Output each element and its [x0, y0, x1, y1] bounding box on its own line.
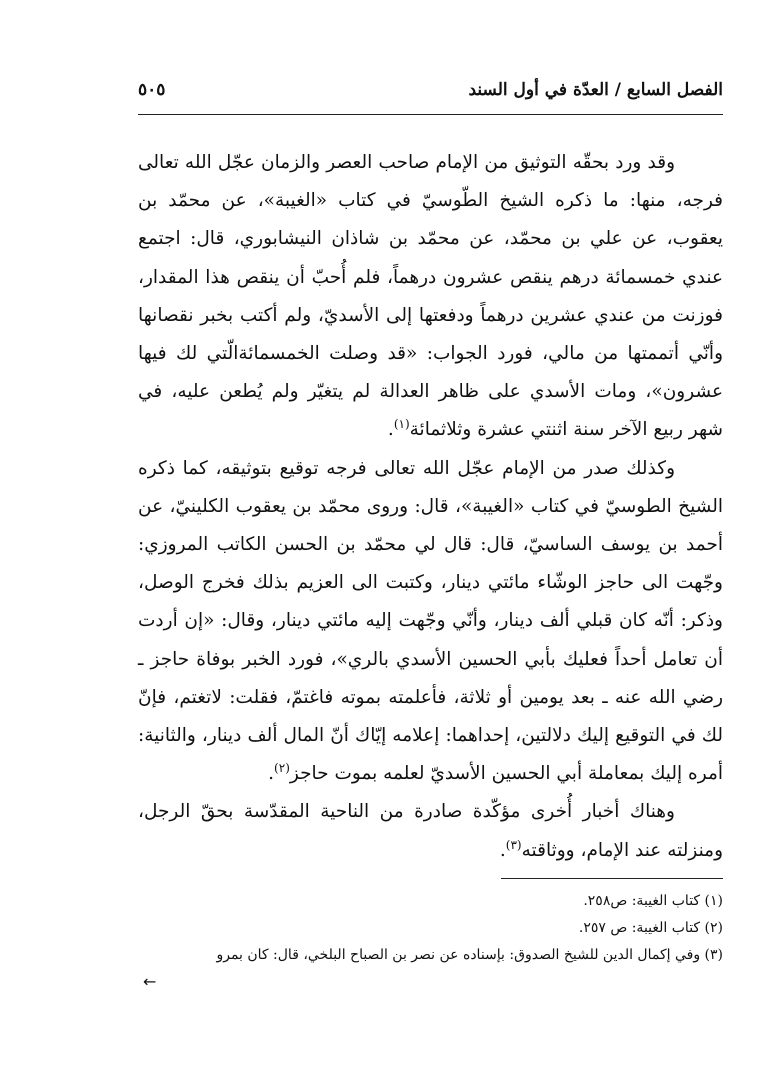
- paragraph-3: [138, 793, 723, 869]
- page-header: [138, 72, 723, 108]
- main-text: [138, 144, 723, 870]
- footnote-ref-2: (٢): [274, 761, 290, 776]
- header-divider: [138, 114, 723, 115]
- running-title: الفصل السابع / العدّة في أول السند: [468, 80, 723, 100]
- paragraph-3-text: وهناك أخبار أُخرى مؤكّدة صادرة من الناحية المقدّسة بحقّ الرجل، ومنزلته عند الإمام، ووثاقته: [138, 801, 723, 861]
- footnote-ref-1: (١): [393, 417, 410, 432]
- paragraph-1-end: .: [387, 419, 394, 441]
- footnote-divider: [501, 878, 723, 879]
- continuation-arrow-icon: ←: [143, 972, 157, 991]
- paragraph-3-end: .: [499, 839, 506, 861]
- footnotes: [138, 888, 723, 969]
- paragraph-2: [138, 450, 723, 794]
- paragraph-2-text: وكذلك صدر من الإمام عجّل الله تعالى فرجه توقيع بتوثيقه، كما ذكره الشيخ الطوسيّ في كتاب «الغيبة»، قال: وروى محمّد بن يعقوب الكلينيّ، عن أحمد بن يوسف الساسيّ، قال: قال لي محمّد بن الحسن الكاتب المروزي: وجّهت الى حاجز الوشّاء مائتي دينار، وكتبت الى العزيم بذلك فخرج الوصل، وذكر: أنّه كان قبلي ألف دينار، وأنّي وجّهت إليه مائتي دينار، وقال: «إن أردت أن تعامل أحداً فعليك بأبي الحسين الأسدي بالري»، فورد الخبر بوفاة حاجز ـ رضي الله عنه ـ بعد يومين أو ثلاثة، فأعلمته بموته فاغتمّ، فقلت: لاتغتم، فإنّ لك في التوقيع إليك دلالتين، إحداهما: إعلامه إيّاك أنّ المال ألف دينار، والثانية: أمره إليك بمعاملة أبي الحسين الأسديّ لعلمه بموت حاجز: [138, 457, 723, 785]
- footnote-1: (١) كتاب الغيبة: ص٢٥٨.: [583, 893, 723, 909]
- footnote-ref-3: (٣): [505, 837, 522, 852]
- footnote-3: (٣) وفي إكمال الدين للشيخ الصدوق: بإسناده عن نصر بن الصباح البلخي، قال: كان بمرو: [216, 947, 723, 963]
- paragraph-1-text: وقد ورد بحقّه التوثيق من الإمام صاحب العصر والزمان عجّل الله تعالى فرجه، منها: ما ذكره الشيخ الطّوسيّ في كتاب «الغيبة»، عن محمّد بن يعقوب، عن علي بن محمّد، عن محمّد بن شاذان النيشابوري، قال: اجتمع عندي خمسمائة درهم ينقص عشرون درهماً، فلم أُحبّ أن ينقص هذا المقدار، فوزنت من عندي عشرين درهماً ودفعتها إلى الأسديّ، ولم أكتب بخبر نقصانها وأنّي أتممتها من مالي، فورد الجواب: «قد وصلت الخمسمائةالّتي لك فيها عشرون»، ومات الأسدي على ظاهر العدالة لم يتغيّر ولم يُطعن عليه، في شهر ربيع الآخر سنة اثنتي عشرة وثلاثمائة: [138, 152, 724, 441]
- paragraph-2-end: .: [268, 763, 275, 785]
- footnote-2: (٢) كتاب الغيبة: ص ٢٥٧.: [578, 920, 723, 936]
- paragraph-1: [138, 144, 723, 450]
- page-number: ٥٠٥: [138, 80, 166, 100]
